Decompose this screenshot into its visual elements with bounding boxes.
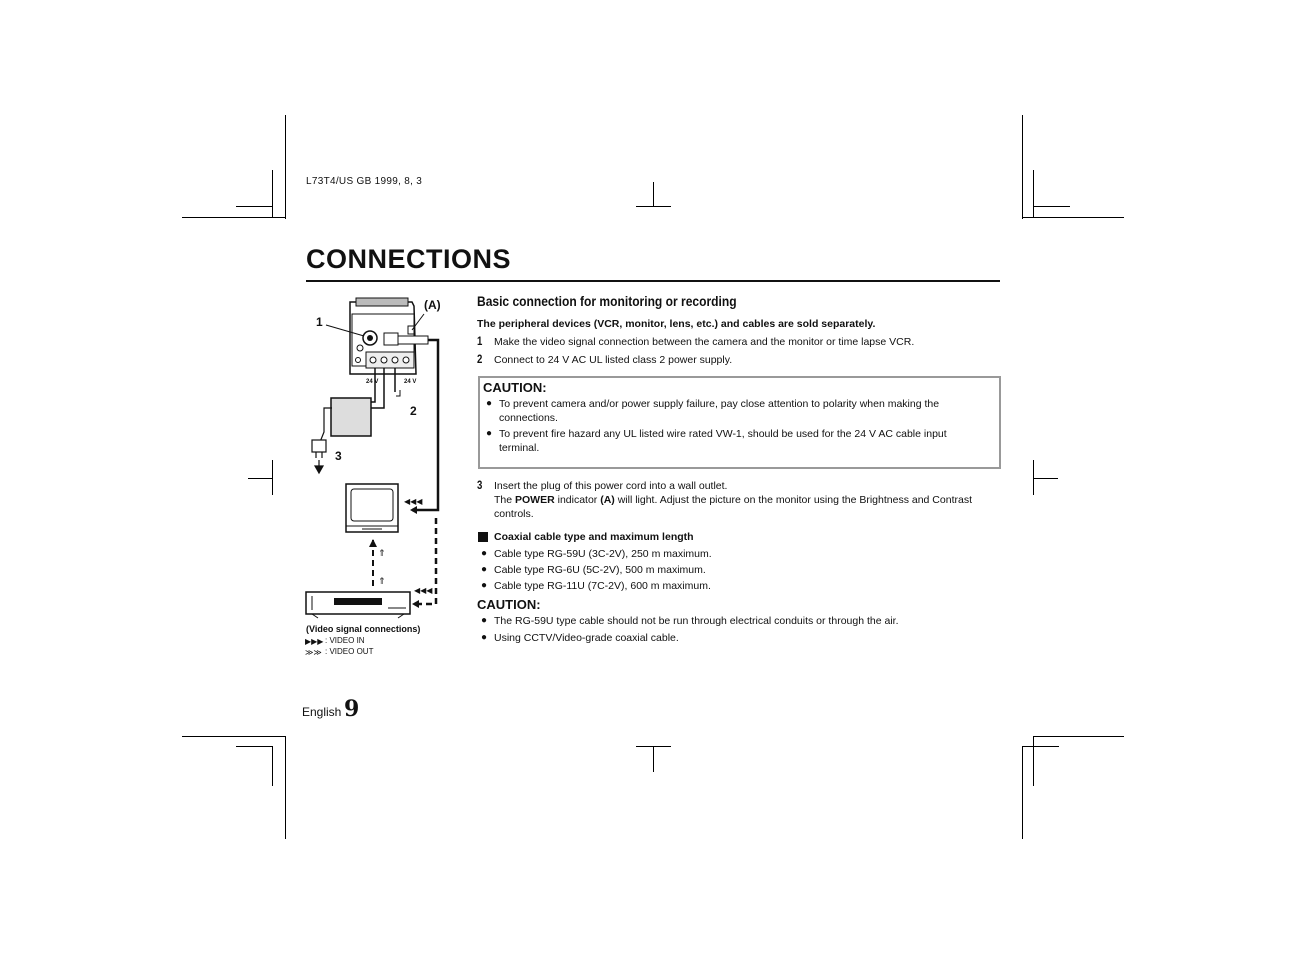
- camera-illustration: [326, 298, 428, 374]
- section-note: The peripheral devices (VCR, monitor, lens, etc.) and cables are sold separately.: [477, 318, 876, 330]
- diagram-label-3: 3: [335, 449, 342, 463]
- step-3-line1: Insert the plug of this power cord into a wall outlet.: [494, 480, 728, 492]
- legend-video-in: : VIDEO IN: [325, 636, 365, 645]
- svg-text:◀◀◀: ◀◀◀: [404, 497, 423, 506]
- svg-text:≫≫: ≫≫: [305, 648, 322, 657]
- svg-text:⇑: ⇑: [378, 577, 386, 587]
- bullet-icon: ●: [481, 632, 488, 643]
- title-rule: [306, 280, 1000, 282]
- diagram-label-a: (A): [424, 298, 441, 312]
- monitor-illustration: [346, 484, 398, 532]
- step-1-number: 1: [477, 334, 483, 348]
- coax-item: Cable type RG-6U (5C-2V), 500 m maximum.: [494, 564, 706, 576]
- svg-text:▶▶▶: ▶▶▶: [305, 637, 324, 646]
- diagram-caption: (Video signal connections): [306, 624, 421, 634]
- section-heading: Basic connection for monitoring or recording: [477, 293, 737, 309]
- bullet-icon: ●: [481, 564, 488, 575]
- bullet-icon: ●: [481, 580, 488, 591]
- caution-item-2-line1: To prevent fire hazard any UL listed wire rated VW-1, should be used for the 24 V AC cable input: [499, 428, 947, 440]
- step-2-number: 2: [477, 352, 483, 366]
- step-2-text: Connect to 24 V AC UL listed class 2 power supply.: [494, 354, 733, 366]
- coax-heading: Coaxial cable type and maximum length: [494, 531, 694, 543]
- diagram-label-2: 2: [410, 404, 417, 418]
- bullet-icon: ●: [481, 548, 488, 559]
- caution-item-1-line2: connections.: [499, 412, 558, 424]
- step-3-line3: controls.: [494, 508, 534, 520]
- square-bullet-icon: [478, 532, 488, 542]
- caution-title: CAUTION:: [483, 380, 547, 395]
- coax-item: Cable type RG-59U (3C-2V), 250 m maximum.: [494, 548, 712, 560]
- label-24v-left: 24 V: [366, 379, 379, 385]
- step-1-text: Make the video signal connection between the camera and the monitor or time lapse VCR.: [494, 336, 915, 348]
- caution-2-item: Using CCTV/Video-grade coaxial cable.: [494, 632, 679, 644]
- caution-item-1-line1: To prevent camera and/or power supply failure, pay close attention to polarity when making the: [499, 398, 940, 410]
- svg-text:◀◀◀: ◀◀◀: [414, 586, 433, 595]
- caution-2-title: CAUTION:: [477, 597, 541, 612]
- coax-item: Cable type RG-11U (7C-2V), 600 m maximum.: [494, 580, 711, 592]
- svg-text:⇑: ⇑: [378, 549, 386, 559]
- bullet-icon: ●: [481, 615, 488, 626]
- connection-diagram-svg: [300, 292, 460, 668]
- page-number: 9: [344, 696, 360, 722]
- plug-illustration: [312, 440, 326, 473]
- bullet-icon: ●: [486, 398, 493, 409]
- footer-language: English: [302, 705, 342, 719]
- page-title: CONNECTIONS: [306, 244, 512, 274]
- diagram-label-1: 1: [316, 315, 323, 329]
- caution-2-item: The RG-59U type cable should not be run through electrical conduits or through the air.: [494, 615, 899, 627]
- connection-diagram: [300, 292, 460, 668]
- step-3-line2: The POWER indicator (A) will light. Adjust the picture on the monitor using the Brightness and Contrast: [494, 494, 972, 506]
- bullet-icon: ●: [486, 428, 493, 439]
- legend-video-out: : VIDEO OUT: [325, 647, 374, 656]
- vcr-illustration: [306, 592, 410, 618]
- step-3-number: 3: [477, 478, 483, 492]
- power-supply-illustration: [331, 398, 371, 436]
- label-24v-right: 24 V: [404, 379, 417, 385]
- document-code: L73T4/US GB 1999, 8, 3: [306, 176, 423, 187]
- caution-item-2-line2: terminal.: [499, 442, 540, 454]
